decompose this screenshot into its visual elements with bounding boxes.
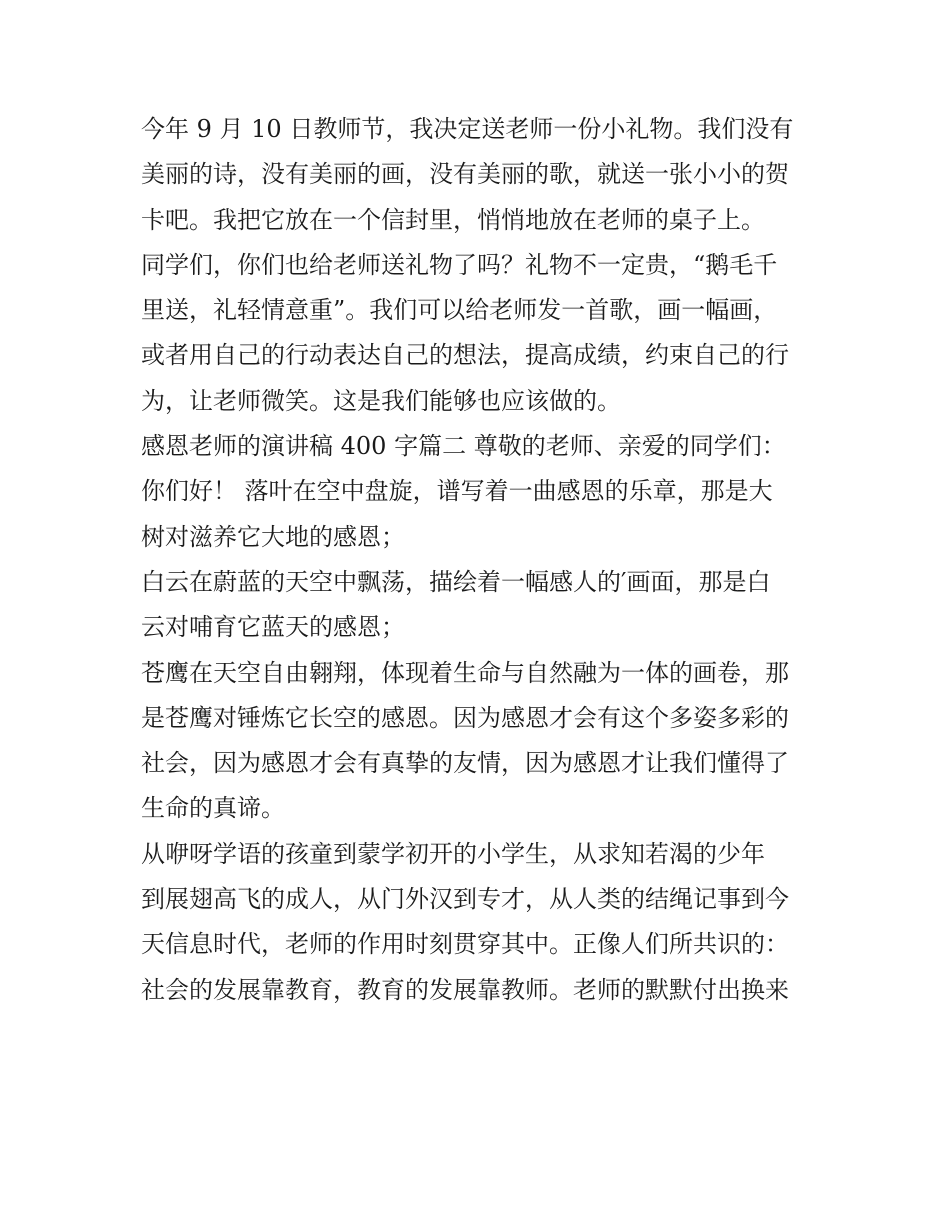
text-line: 天信息时代，老师的作用时刻贯穿其中。正像人们所共识的： <box>141 930 789 959</box>
text-line: 苍鹰在天空自由翱翔，体现着生命与自然融为一体的画卷，那 <box>141 658 789 687</box>
text-line: 今年 9 月 10 日教师节，我决定送老师一份小礼物。我们没有 <box>141 115 794 143</box>
text-line: 或者用自己的行动表达自己的想法，提高成绩，约束自己的行 <box>141 341 789 370</box>
text-line: 美丽的诗，没有美丽的画，没有美丽的歌，就送一张小小的贺 <box>141 160 789 189</box>
text-line: 社会，因为感恩才会有真挚的友情，因为感恩才让我们懂得了 <box>141 749 789 778</box>
text-line: 生命的真谛。 <box>141 794 285 823</box>
text-line: 同学们，你们也给老师送礼物了吗？礼物不一定贵，“鹅毛千 <box>141 250 778 279</box>
text-line: 树对滋养它大地的感恩； <box>141 522 405 551</box>
text-line: 卡吧。我把它放在一个信封里，悄悄地放在老师的桌子上。 <box>141 205 765 234</box>
document-body <box>141 107 821 1013</box>
text-line: 里送，礼轻情意重”。我们可以给老师发一首歌，画一幅画， <box>141 296 778 325</box>
text-line: 是苍鹰对锤炼它长空的感恩。因为感恩才会有这个多姿多彩的 <box>141 703 789 732</box>
text-line: 社会的发展靠教育，教育的发展靠教师。老师的默默付出换来 <box>141 975 789 1004</box>
text-line: 到展翅高飞的成人，从门外汉到专才，从人类的结绳记事到今 <box>141 885 789 914</box>
text-line: 你们好！ 落叶在空中盘旋，谱写着一曲感恩的乐章，那是大 <box>141 477 773 506</box>
section-heading-line: 感恩老师的演讲稿 400 字篇二 尊敬的老师、亲爱的同学们： <box>141 432 786 461</box>
text-line: 从咿呀学语的孩童到蒙学初开的小学生，从求知若渴的少年 <box>141 839 765 868</box>
text-line: 白云在蔚蓝的天空中飘荡，描绘着一幅感人的′画面，那是白 <box>141 567 771 596</box>
text-line: 为，让老师微笑。这是我们能够也应该做的。 <box>141 386 621 415</box>
text-line: 云对哺育它蓝天的感恩； <box>141 613 405 642</box>
